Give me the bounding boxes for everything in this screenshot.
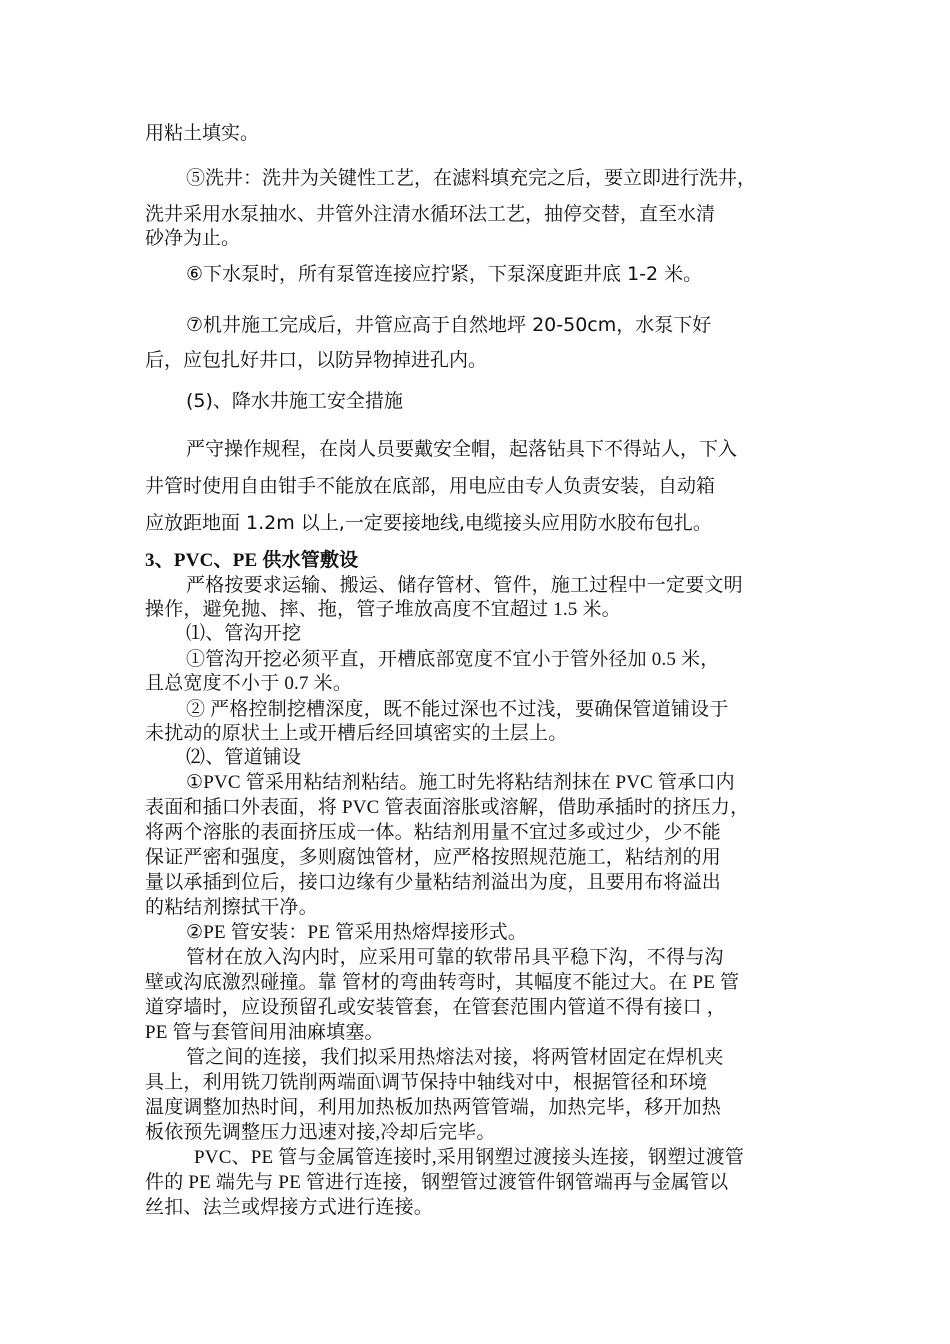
- paragraph-line: 操作，避免抛、摔、拖，管子堆放高度不宜超过 1.5 米。: [145, 599, 621, 620]
- paragraph-line: 用粘土填实。: [145, 122, 260, 144]
- paragraph-line: 丝扣、法兰或焊接方式进行连接。: [145, 1197, 434, 1218]
- paragraph-line: 将两个溶胀的表面挤压成一体。粘结剂用量不宜过多或过少，少不能: [145, 822, 722, 843]
- paragraph-line: 件的 PE 端先与 PE 管进行连接，钢塑管过渡管件钢管端再与金属管以: [145, 1172, 729, 1193]
- paragraph-line: 且总宽度不小于 0.7 米。: [145, 673, 353, 694]
- paragraph-line: 未扰动的原状土上或开槽后经回填密实的土层上。: [145, 723, 568, 744]
- paragraph-line: 具上，利用铣刀铣削两端面\调节保持中轴线对中，根据管径和环境: [145, 1072, 708, 1093]
- paragraph-line: 严格按要求运输、搬运、储存管材、管件，施工过程中一定要文明: [186, 575, 743, 596]
- paragraph-line: 洗井采用水泵抽水、井管外注清水循环法工艺，抽停交替，直至水清: [145, 203, 716, 225]
- paragraph-line: 温度调整加热时间，利用加热板加热两管管端，加热完毕，移开加热: [145, 1097, 722, 1118]
- paragraph-line: 管之间的连接，我们拟采用热熔法对接，将两管材固定在焊机夹: [186, 1047, 724, 1068]
- subsection-heading: ⑴、管沟开挖: [186, 623, 302, 644]
- paragraph-line: 管材在放入沟内时，应采用可靠的软带吊具平稳下沟，不得与沟: [186, 947, 724, 968]
- paragraph-line: ⑦机井施工完成后，井管应高于自然地坪 20-50cm，水泵下好: [186, 314, 712, 336]
- paragraph-line: 应放距地面 1.2m 以上,一定要接地线,电缆接头应用防水胶布包扎。: [145, 512, 712, 534]
- paragraph-line: ⑥下水泵时，所有泵管连接应拧紧，下泵深度距井底 1-2 米。: [186, 263, 703, 285]
- subsection-heading: ⑵、管道铺设: [186, 747, 302, 768]
- paragraph-line: 壁或沟底激烈碰撞。靠 管材的弯曲转弯时，其幅度不能过大。在 PE 管: [145, 972, 740, 993]
- paragraph-line: ② 严格控制挖槽深度，既不能过深也不过浅，要确保管道铺设于: [186, 699, 729, 720]
- paragraph-line: ①管沟开挖必须平直，开槽底部宽度不宜小于管外径加 0.5 米，: [186, 649, 720, 670]
- paragraph-line: ⑤洗井：洗井为关键性工艺，在滤料填充完之后，要立即进行洗井，: [186, 167, 757, 189]
- section-heading: 3、PVC、PE 供水管敷设: [145, 550, 359, 571]
- paragraph-line: PE 管与套管间用油麻填塞。: [145, 1022, 384, 1043]
- paragraph-line: 量以承插到位后，接口边缘有少量粘结剂溢出为度，且要用布将溢出: [145, 872, 722, 893]
- paragraph-line: 的粘结剂擦拭干净。: [145, 897, 318, 918]
- paragraph-line: ②PE 管安装：PE 管采用热熔焊接形式。: [186, 922, 528, 943]
- paragraph-line: 砂净为止。: [145, 227, 241, 249]
- paragraph-line: 后，应包扎好井口，以防异物掉进孔内。: [145, 349, 488, 371]
- paragraph-line: 表面和插口外表面，将 PVC 管表面溶胀或溶解，借助承插时的挤压力，: [145, 797, 750, 818]
- paragraph-line: 板依预先调整压力迅速对接,冷却后完毕。: [145, 1122, 496, 1143]
- paragraph-line: 井管时使用自由钳手不能放在底部，用电应由专人负责安装，自动箱: [145, 475, 716, 497]
- paragraph-line: 严守操作规程，在岗人员要戴安全帽，起落钻具下不得站人，下入: [186, 438, 738, 460]
- paragraph-line: 保证严密和强度，多则腐蚀管材，应严格按照规范施工，粘结剂的用: [145, 847, 722, 868]
- section-heading: (5)、降水井施工安全措施: [186, 390, 403, 412]
- paragraph-line: 道穿墙时，应设预留孔或安装管套，在管套范围内管道不得有接口 ，: [145, 997, 726, 1018]
- paragraph-line: PVC、PE 管与金属管连接时,采用钢塑过渡接头连接，钢塑过渡管: [194, 1147, 745, 1168]
- paragraph-line: ①PVC 管采用粘结剂粘结。施工时先将粘结剂抹在 PVC 管承口内: [186, 772, 735, 793]
